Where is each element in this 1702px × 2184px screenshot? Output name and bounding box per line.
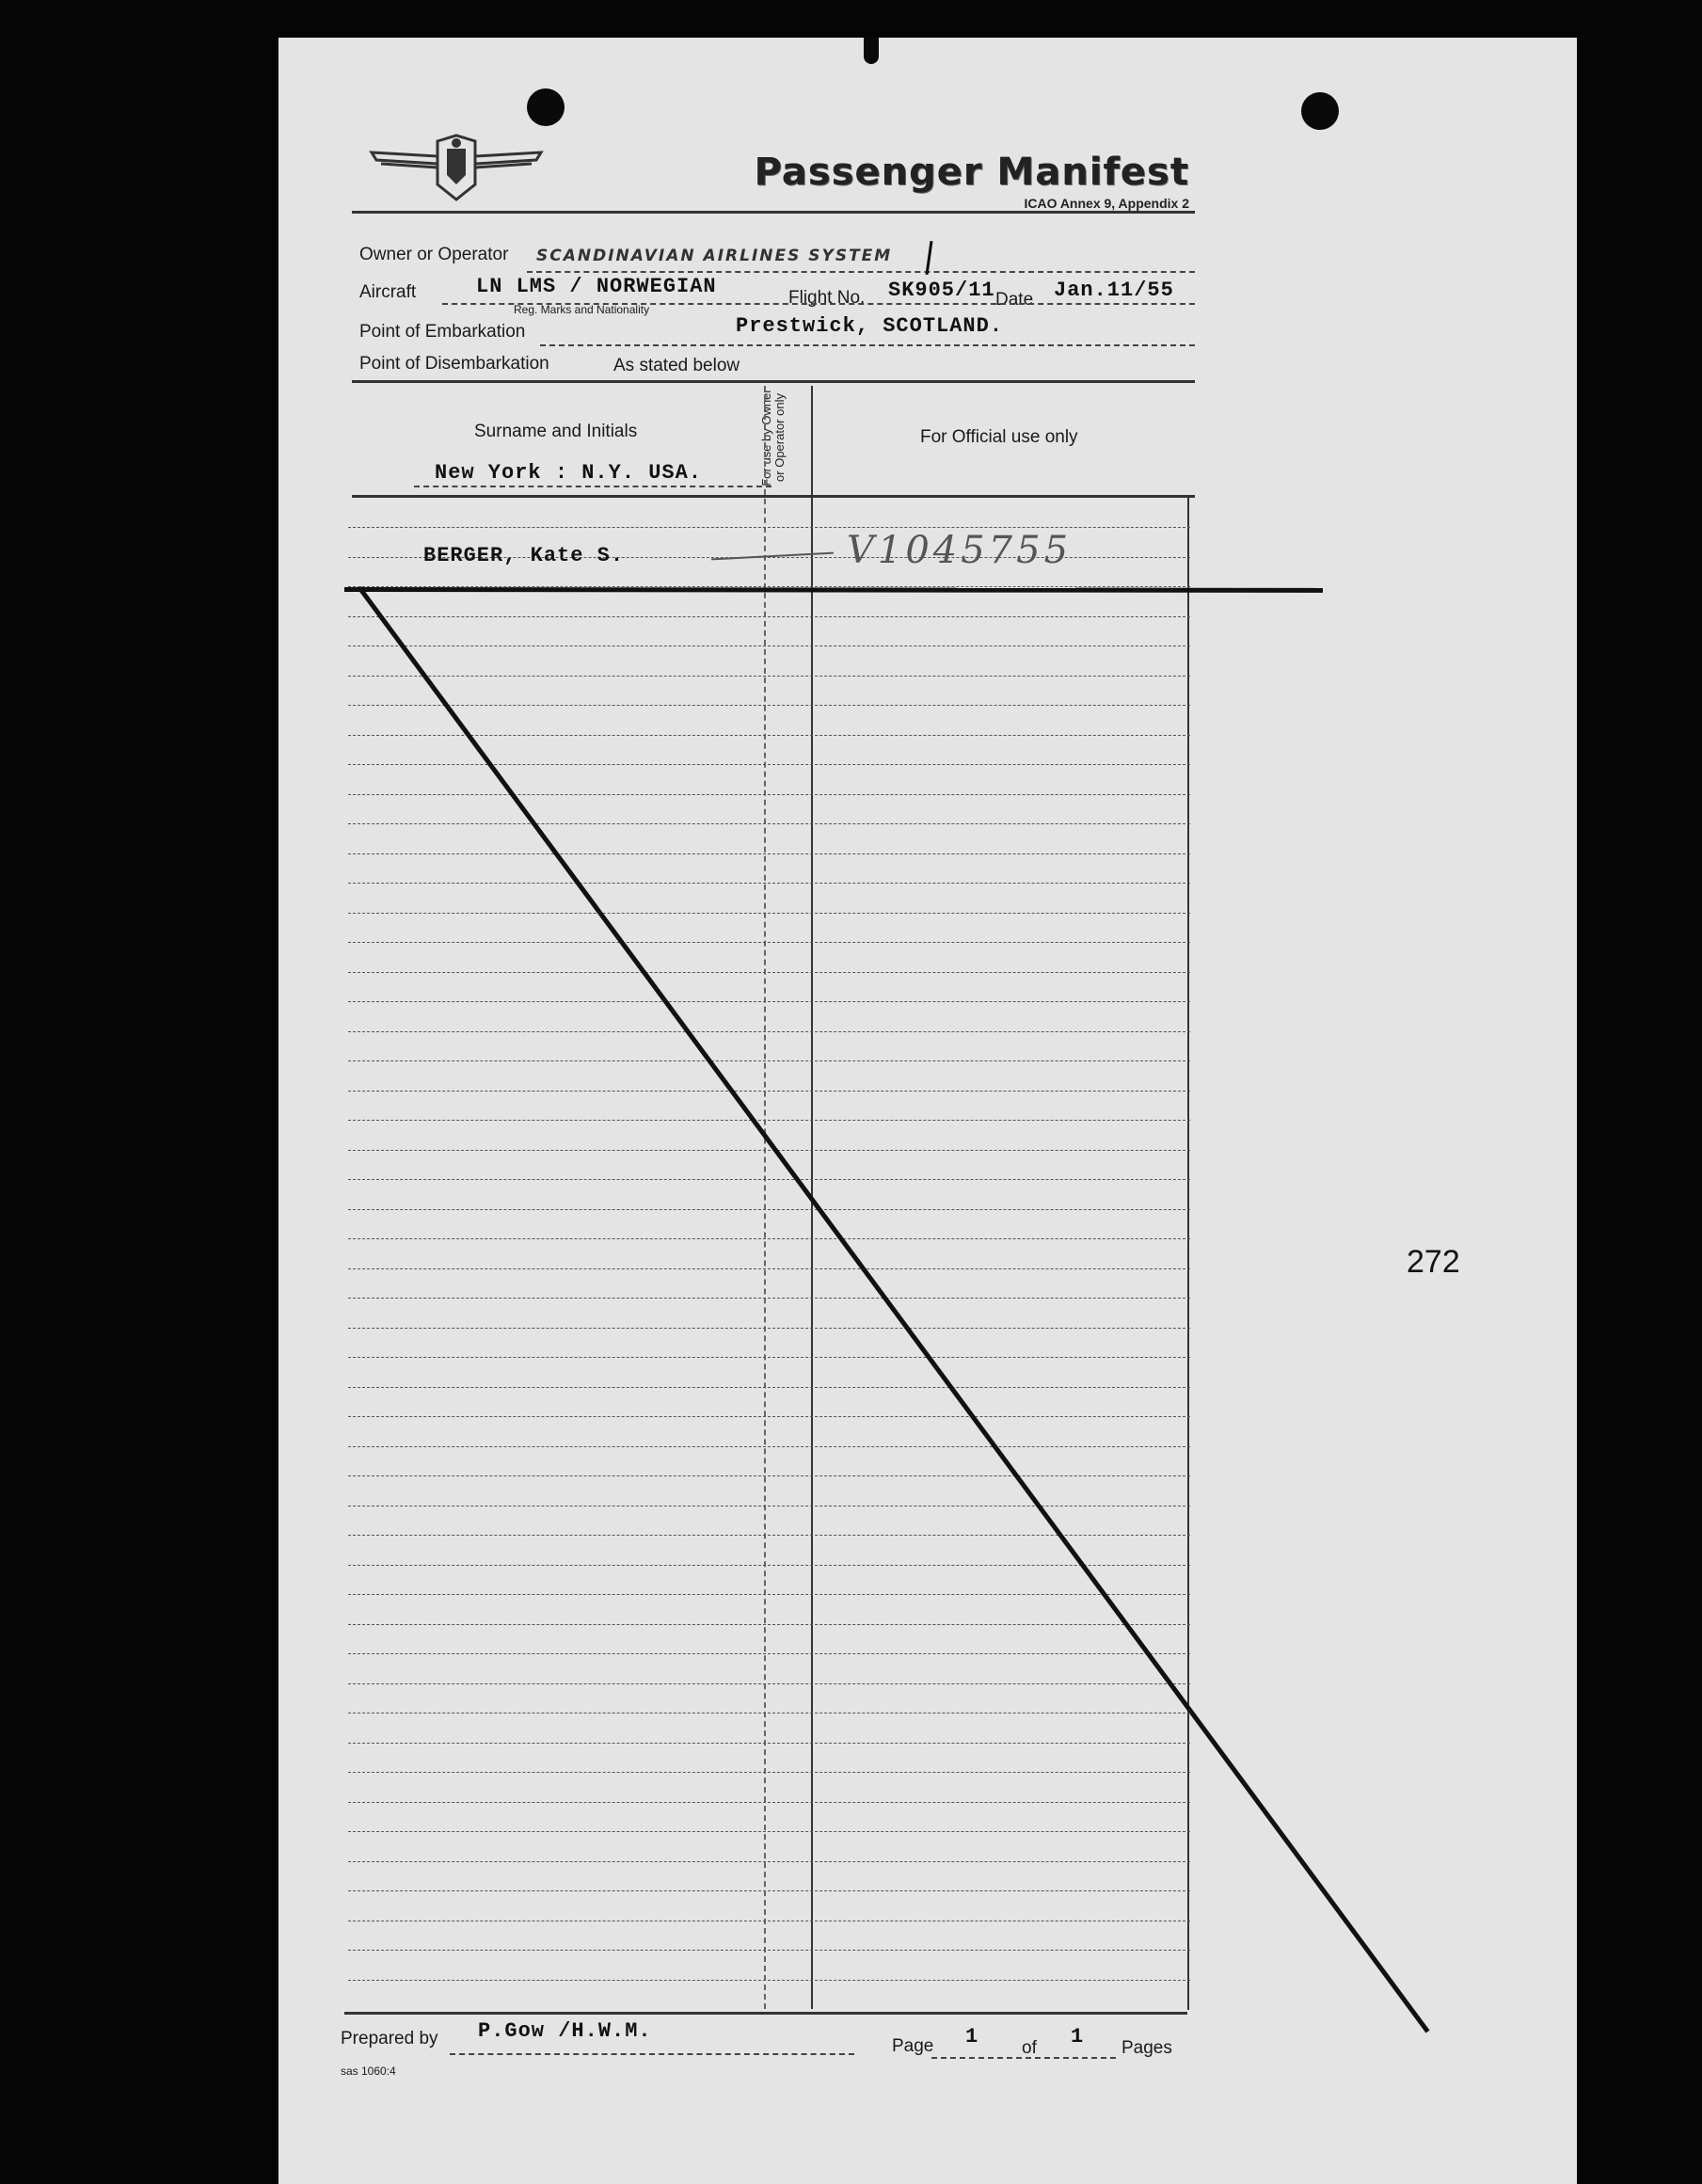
of-label: of [1022,2038,1037,2058]
form-rule-line [348,883,1190,884]
date-value: Jan.11/55 [1054,279,1174,302]
form-rule-line [348,823,1190,824]
form-rule-line [348,1683,1190,1684]
form-rule-line [348,1268,1190,1269]
aircraft-value: LN LMS / NORWEGIAN [476,275,717,298]
page-label: Page [892,2036,934,2056]
form-rule-line [348,1861,1190,1862]
prepared-underline [450,2053,854,2055]
destination-underline [414,486,771,487]
end-of-list-line [344,587,1323,593]
surname-column-header: Surname and Initials [474,422,638,441]
operator-column-left-rule [764,386,766,2009]
form-rule-line [348,1328,1190,1329]
form-rule-line [348,1209,1190,1210]
form-subtitle: ICAO Annex 9, Appendix 2 [1024,196,1189,211]
form-rule-line [348,1416,1190,1417]
form-rule-line [348,942,1190,943]
form-rule-line [348,1802,1190,1803]
form-rule-line [348,1594,1190,1595]
destination-value: New York : N.Y. USA. [435,461,703,485]
form-rule-line [348,676,1190,677]
form-rule-line [348,1950,1190,1951]
form-rule-line [348,1387,1190,1388]
form-rule-line [348,1150,1190,1151]
form-rule-line [348,1298,1190,1299]
embarkation-label: Point of Embarkation [359,322,526,342]
form-rule-line [348,1060,1190,1061]
form-rule-line [348,1743,1190,1744]
margin-page-number: 272 [1407,1244,1460,1280]
aircraft-underline [442,303,1195,305]
of-value: 1 [1071,2025,1085,2048]
embarkation-value: Prestwick, SCOTLAND. [736,314,1004,338]
form-rule-line [348,1120,1190,1121]
form-rule-line [348,1001,1190,1002]
form-rule-line [348,1179,1190,1180]
form-rule-line [348,1653,1190,1654]
owner-value: SCANDINAVIAN AIRLINES SYSTEM [536,247,893,265]
reg-marks-label: Reg. Marks and Nationality [514,303,650,316]
form-code: sas 1060:4 [341,2064,396,2078]
header-divider [352,211,1195,214]
disembarkation-label: Point of Disembarkation [359,354,549,374]
form-rule-line [348,794,1190,795]
form-rule-line [348,1980,1190,1981]
table-header-divider [352,495,1195,498]
form-rule-line [348,1238,1190,1239]
form-rule-line [348,1713,1190,1714]
table-right-rule [1187,495,1189,2010]
embarkation-underline [540,344,1195,346]
form-title: Passenger Manifest [754,151,1189,194]
prepared-by-value: P.Gow /H.W.M. [478,2019,652,2043]
fields-divider [352,380,1195,383]
form-rule-line [348,1357,1190,1358]
form-rule-line [348,972,1190,973]
form-rule-line [348,1831,1190,1832]
form-rule-line [348,1624,1190,1625]
ink-blot [864,38,879,64]
form-rule-line [348,1446,1190,1447]
owner-label: Owner or Operator [359,245,509,264]
form-rule-line [348,735,1190,736]
operator-column-header: For use by Owner or Operator only [759,389,787,486]
form-rule-line [348,1091,1190,1092]
form-rule-line [348,1031,1190,1032]
form-rule-line [348,853,1190,854]
flight-value: SK905/11 [888,279,995,302]
form-rule-line [348,705,1190,706]
form-rule-line [348,764,1190,765]
official-column-header: For Official use only [920,427,1078,447]
aircraft-label: Aircraft [359,282,417,302]
footer-divider [344,2012,1187,2015]
date-label: Date [995,290,1034,310]
flight-label: Flight No. [788,288,866,308]
form-rule-line [348,1890,1190,1891]
page-underline [931,2057,1116,2059]
form-rule-line [348,1475,1190,1476]
form-rule-line [348,1772,1190,1773]
prepared-by-label: Prepared by [341,2029,438,2048]
punch-hole-left [527,88,565,126]
disembarkation-value: As stated below [613,356,740,375]
form-rule-line [348,527,1190,528]
punch-hole-right [1301,92,1339,130]
passenger-name: BERGER, Kate S. [423,544,625,567]
pages-label: Pages [1121,2038,1172,2058]
page-value: 1 [965,2025,979,2048]
form-rule-line [348,616,1190,617]
form-rule-line [348,1565,1190,1566]
passenger-official-number: V1045755 [847,529,1073,572]
owner-underline [527,271,1195,273]
form-rule-line [348,913,1190,914]
airline-wings-logo-icon [367,132,546,207]
